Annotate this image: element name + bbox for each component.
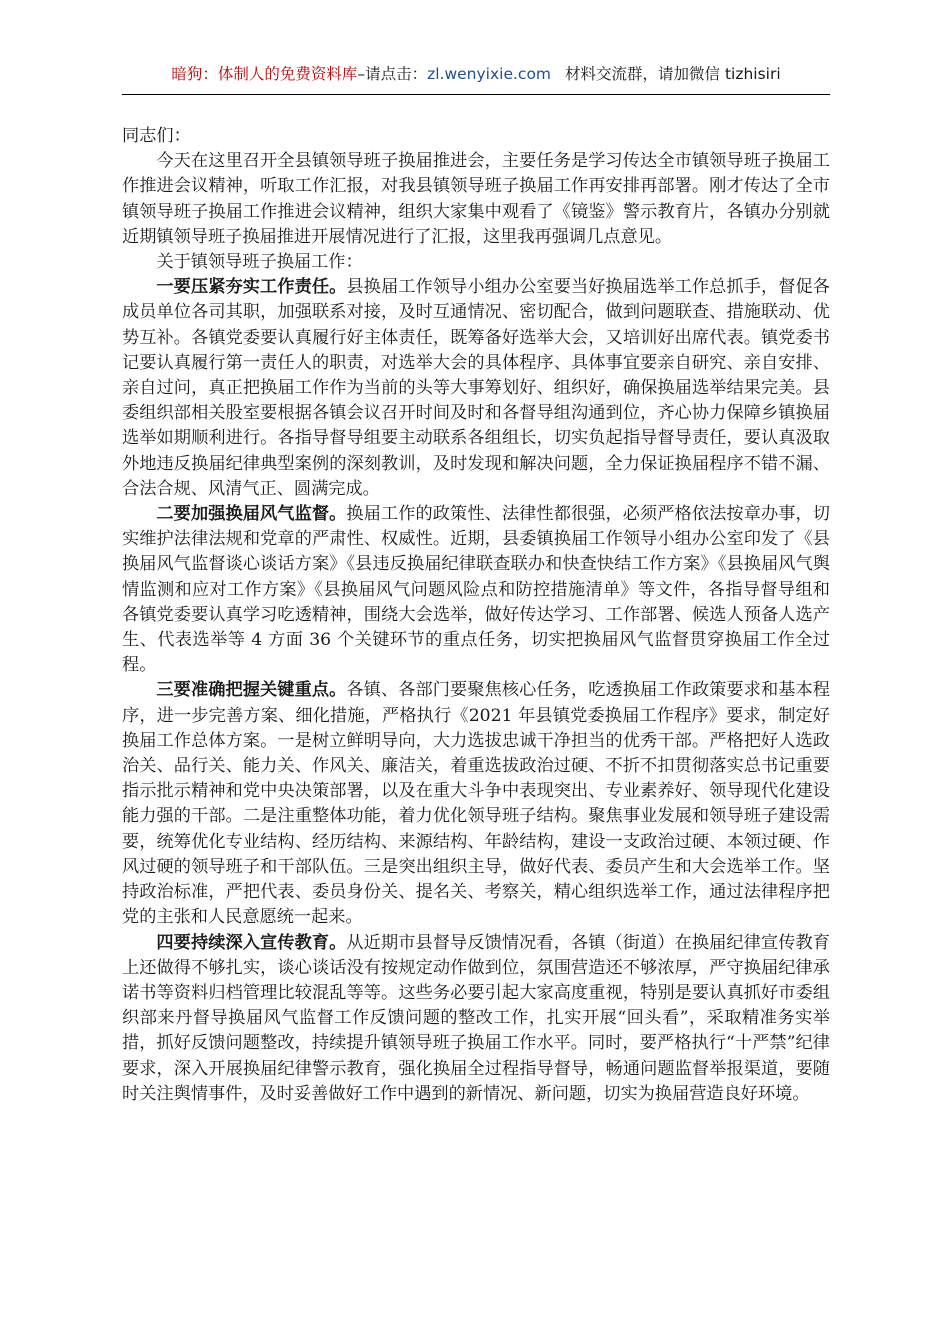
header-brand: 暗狗：体制人的免费资料库 xyxy=(171,65,358,83)
page-header xyxy=(122,60,830,95)
header-click-prompt: –请点击： xyxy=(357,65,428,83)
document-body xyxy=(122,124,830,1107)
section-1 xyxy=(122,275,830,502)
section-3-heading: 三要准确把握关键重点。 xyxy=(156,680,347,701)
section-2-body: 换届工作的政策性、法律性都很强，必须严格依法按章办事，切实维护法律法规和党章的严肃性、权威性。近期，县委镇换届工作领导小组办公室印发了《县换届风气监督谈心谈话方案》《县违反换届纪律联查联办和快查快结工作方案》《县换届风气舆情监测和应对工作方案》《县换届风气问题风险点和防控措施清单》等文件，各指导督导组和各镇党委要认真学习吃透精神，围绕大会选举，做好传达学习、工作部署、候选人预备人选产生、代表选举等 4 方面 36 个关键环节的重点任务，切实把换届风气监督贯穿换届工作全过程。 xyxy=(122,504,830,676)
section-4-body: 从近期市县督导反馈情况看，各镇（街道）在换届纪律宣传教育上还做得不够扎实，谈心谈话没有按规定动作做到位，氛围营造还不够浓厚，严守换届纪律承诺书等资料归档管理比较混乱等等。这些务必要引起大家高度重视，特别是要认真抓好市委组织部来丹督导换届风气监督工作反馈问题的整改工作，扎实开展“回头看”，采取精准务实举措，抓好反馈问题整改，持续提升镇领导班子换届工作水平。同时，要严格执行“十严禁”纪律要求，深入开展换届纪律警示教育，强化换届全过程指导督导，畅通问题监督举报渠道，要随时关注舆情事件，及时妥善做好工作中遇到的新情况、新问题，切实为换届营造良好环境。 xyxy=(122,932,830,1104)
section-4 xyxy=(122,931,830,1107)
topic-line: 关于镇领导班子换届工作： xyxy=(156,252,363,273)
section-1-heading: 一要压紧夯实工作责任。 xyxy=(156,277,347,298)
section-2 xyxy=(122,502,830,678)
salutation: 同志们： xyxy=(122,126,191,146)
header-url-link[interactable]: zl.wenyixie.com xyxy=(427,65,552,83)
section-3-body: 各镇、各部门要聚焦核心任务，吃透换届工作政策要求和基本程序，进一步完善方案、细化措施，严格执行《2021 年县镇党委换届工作程序》要求，制定好换届工作总体方案。一是树立鲜明导向，大力选拔忠诚干净担当的优秀干部。严格把好人选政治关、品行关、能力关、作风关、廉洁关，着重选拔政治过硬、不折不扣贯彻落实总书记重要指示批示精神和党中央决策部署，以及在重大斗争中表现突出、专业素养好、领导现代化建设能力强的干部。二是注重整体功能，着力优化领导班子结构。聚焦事业发展和领导班子建设需要，统筹优化专业结构、经历结构、来源结构、年龄结构，建设一支政治过硬、本领过硬、作风过硬的领导班子和干部队伍。三是突出组织主导，做好代表、委员产生和大会选举工作。坚持政治标准，严把代表、委员身份关、提名关、考察关，精心组织选举工作，通过法律程序把党的主张和人民意愿统一起来。 xyxy=(122,680,830,928)
header-contact: 材料交流群，请加微信 tizhisiri xyxy=(565,65,781,83)
intro-paragraph: 今天在这里召开全县镇领导班子换届推进会，主要任务是学习传达全市镇领导班子换届工作推进会议精神，听取工作汇报，对我县镇领导班子换届工作再安排再部署。刚才传达了全市镇领导班子换届工作推进会议精神，组织大家集中观看了《镜鉴》警示教育片，各镇办分别就近期镇领导班子换届推进开展情况进行了汇报，这里我再强调几点意见。 xyxy=(122,151,830,247)
section-1-body: 县换届工作领导小组办公室要当好换届选举工作总抓手，督促各成员单位各司其职，加强联系对接，及时互通情况、密切配合，做到问题联查、措施联动、优势互补。各镇党委要认真履行好主体责任，既筹备好选举大会，又培训好出席代表。镇党委书记要认真履行第一责任人的职责，对选举大会的具体程序、具体事宜要亲自研究、亲自安排、亲自过问，真正把换届工作作为当前的头等大事筹划好、组织好，确保换届选举结果完美。县委组织部相关股室要根据各镇会议召开时间及时和各督导组沟通到位，齐心协力保障乡镇换届选举如期顺利进行。各指导督导组要主动联系各组组长，切实负起指导督导责任，要认真汲取外地违反换届纪律典型案例的深刻教训，及时发现和解决问题，全力保证换届程序不错不漏、合法合规、风清气正、圆满完成。 xyxy=(122,277,830,499)
section-4-heading: 四要持续深入宣传教育。 xyxy=(156,932,347,953)
section-2-heading: 二要加强换届风气监督。 xyxy=(156,504,347,525)
section-3 xyxy=(122,678,830,930)
